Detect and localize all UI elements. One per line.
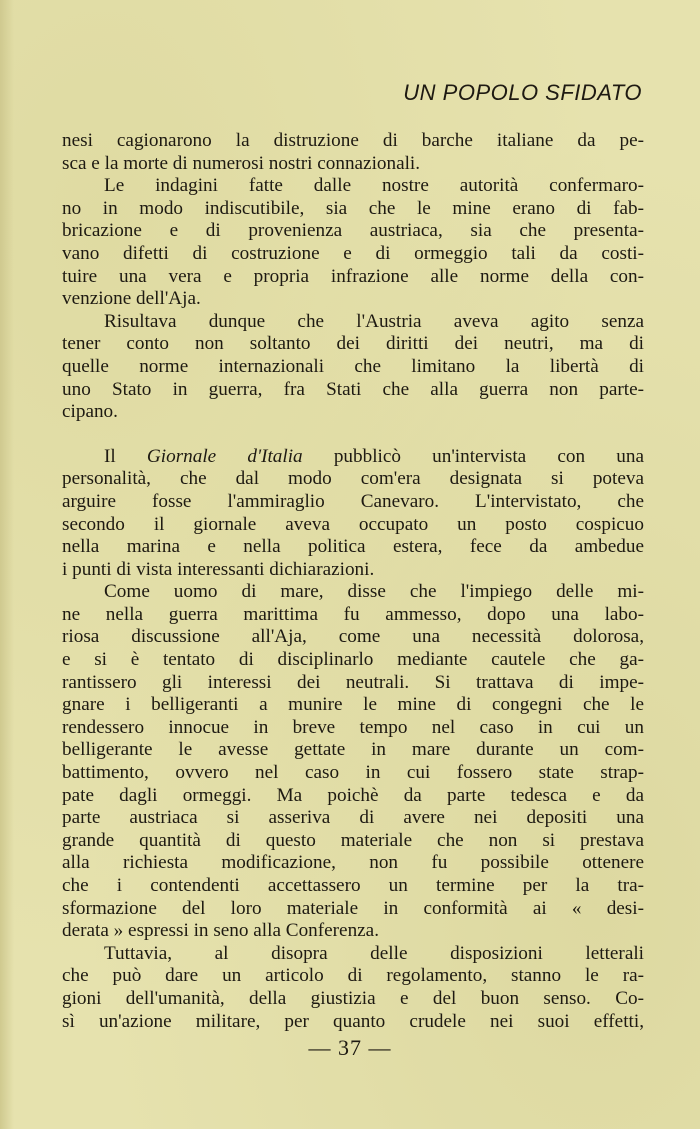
text-line: e si è tentato di disciplinarlo mediante cautele che ga- — [62, 649, 644, 671]
text-line: tuire una vera e propria infrazione alle norme della con- — [62, 265, 644, 287]
text-line: rantissero gli interessi dei neutrali. Si trattava di impe- — [62, 671, 644, 693]
text-line: uno Stato in guerra, fra Stati che alla guerra non parte- — [62, 378, 644, 400]
text-line: Tuttavia, al disopra delle disposizioni letterali — [104, 942, 644, 964]
text-line: Risultava dunque che l'Austria aveva agito senza — [104, 310, 644, 332]
page-binding-edge — [0, 0, 14, 1129]
text-line: venzione dell'Aja. — [62, 288, 201, 310]
paragraph — [62, 175, 644, 311]
text-line: no in modo indiscutibile, sia che le mine erano di fab- — [62, 197, 644, 219]
paragraph — [62, 446, 644, 582]
text-line: quelle norme internazionali che limitano la libertà di — [62, 355, 644, 377]
text-line: personalità, che dal modo com'era designata si poteva — [62, 468, 644, 490]
text-line: sì un'azione militare, per quanto crudele nei suoi effetti, — [62, 1010, 644, 1032]
text-line: che può dare un articolo di regolamento, stanno le ra- — [62, 965, 644, 987]
text-line: nesi cagionarono la distruzione di barche italiane da pe- — [62, 130, 644, 151]
text-line: gioni dell'umanità, della giustizia e del buon senso. Co- — [62, 987, 644, 1009]
text-line: Le indagini fatte dalle nostre autorità confermaro- — [104, 175, 644, 197]
text-line: nella marina e nella politica estera, fece da ambedue — [62, 536, 644, 558]
paragraph — [62, 311, 644, 424]
text-line: vano difetti di costruzione e di ormeggio tali da costi- — [62, 242, 644, 264]
paragraph — [62, 130, 644, 175]
text-line: bricazione e di provenienza austriaca, sia che presenta- — [62, 220, 644, 242]
text-line: tener conto non soltanto dei diritti dei neutri, ma di — [62, 333, 644, 355]
text-line: che i contendenti accettassero un termine per la tra- — [62, 875, 644, 896]
text-line: alla richiesta modificazione, non fu possibile ottenere — [62, 852, 644, 874]
text-line: sca e la morte di numerosi nostri connazionali. — [62, 152, 421, 174]
text-line: rendessero innocue in breve tempo nel caso in cui un — [62, 716, 644, 738]
text-line: belligerante le avesse gettate in mare durante un com- — [62, 739, 644, 761]
text-line: sformazione del loro materiale in conformità ai « desi- — [62, 897, 644, 919]
newspaper-title: Giornale d'Italia — [146, 445, 303, 467]
paragraph — [62, 581, 644, 943]
body-text — [62, 130, 644, 1033]
text-line: ne nella guerra marittima fu ammesso, dopo una labo- — [62, 603, 644, 625]
text-line: secondo il giornale aveva occupato un posto cospicuo — [62, 513, 644, 535]
text-line: battimento, ovvero nel caso in cui fossero state strap- — [62, 762, 644, 784]
text-line: Come uomo di mare, disse che l'impiego delle mi- — [104, 581, 644, 603]
text-line: parte austriaca si asseriva di avere nei depositi una — [62, 807, 644, 829]
text-line: derata » espressi in seno alla Conferenza. — [62, 920, 379, 942]
text-line: pate dagli ormeggi. Ma poichè da parte tedesca e da — [62, 784, 644, 806]
page-number: — 37 — — [308, 1035, 392, 1060]
paragraph — [62, 943, 644, 1033]
text-line: Il Giornale d'Italia pubblicò un'intervista con una — [104, 445, 644, 467]
text-line: gnare i belligeranti a munire le mine di congegni che le — [62, 694, 644, 716]
text-line: arguire fosse l'ammiraglio Canevaro. L'intervistato, che — [62, 490, 644, 512]
text-line: grande quantità di questo materiale che non si prestava — [62, 829, 644, 851]
text-line: riosa discussione all'Aja, come una necessità dolorosa, — [62, 626, 644, 648]
text-line: cipano. — [62, 401, 118, 423]
running-title: UN POPOLO SFIDATO — [403, 80, 642, 105]
text-line: i punti di vista interessanti dichiarazioni. — [62, 558, 375, 580]
